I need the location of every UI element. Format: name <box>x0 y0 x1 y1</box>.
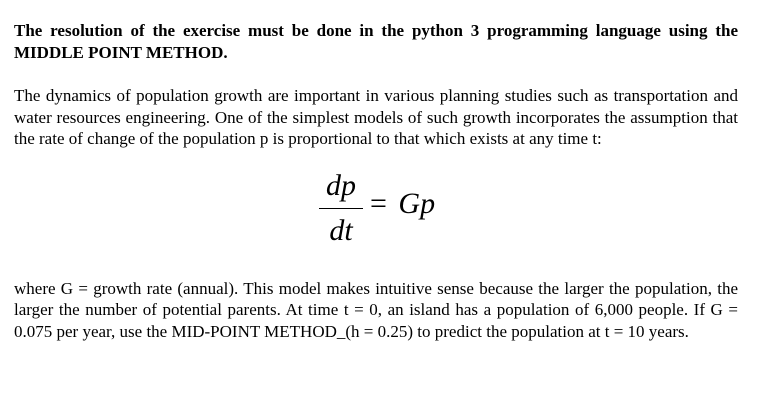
fraction-bar <box>319 208 363 210</box>
closing-text-part1: where G = growth rate (annual). This model makes intuitive sense because the larger the population, the larger the number of potential parents. At time t = 0, an island has a population of 6,000 people. If G = 0.075 per year, use the MID-POINT METHOD <box>14 278 738 341</box>
intro-paragraph: The dynamics of population growth are important in various planning studies such as transportation and water resources engineering. One of the simplest models of such growth incorporates the assumption that the rate of change of the population p is proportional to that which exists at any time t: <box>14 86 738 148</box>
closing-paragraph <box>14 278 738 343</box>
stray-underscore: _ <box>336 321 346 341</box>
differential-equation <box>14 158 738 278</box>
equals-sign: = <box>370 186 387 220</box>
equation-right-side <box>370 186 435 222</box>
derivative-fraction <box>319 168 363 250</box>
document-page <box>14 20 738 342</box>
exercise-heading: The resolution of the exercise must be done in the python 3 programming language using the MIDDLE POINT METHOD. <box>14 21 738 62</box>
closing-text-part2: (h = 0.25) to predict the population at t = 10 years. <box>345 321 689 341</box>
fraction-numerator: dp <box>326 168 356 202</box>
fraction-denominator: dt <box>329 214 353 247</box>
equation-rhs-expression: Gp <box>398 186 436 220</box>
